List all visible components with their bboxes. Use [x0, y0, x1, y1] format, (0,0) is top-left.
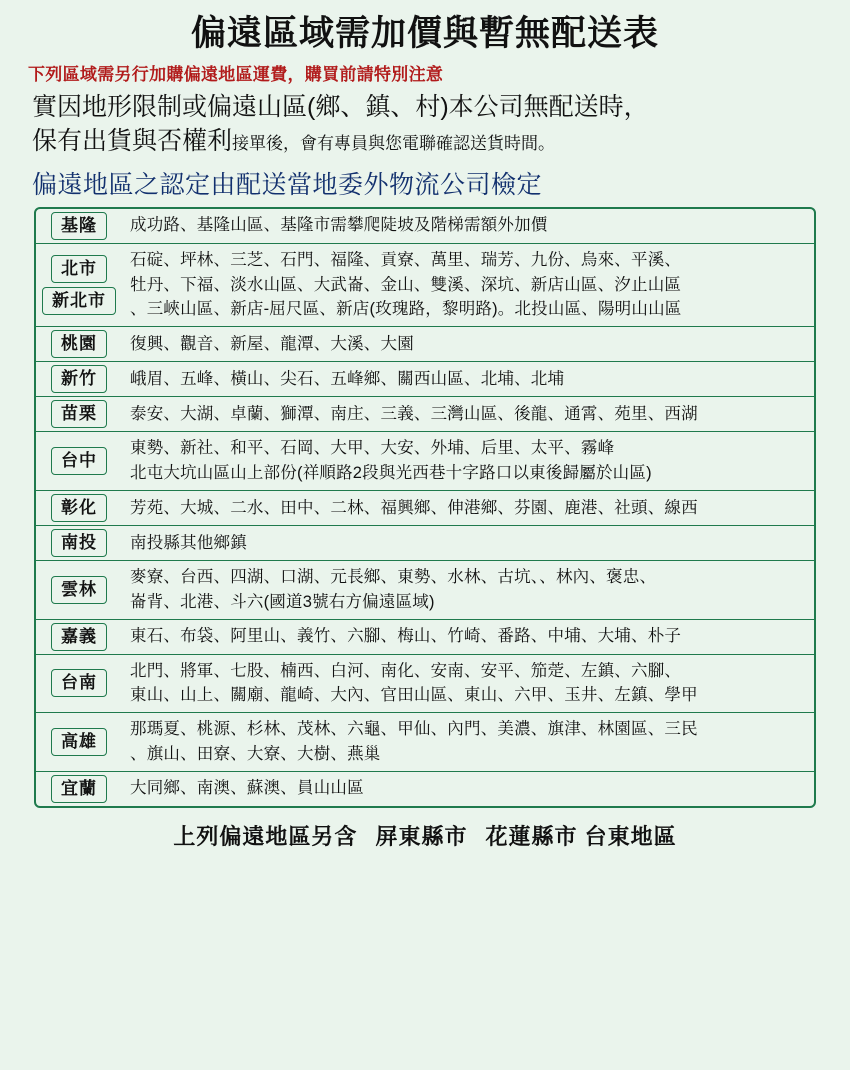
- table-row: [36, 655, 814, 714]
- detail-cell: [122, 526, 814, 560]
- page-subtitle: 下列區域需另行加購偏遠地區運費，購買前請特別注意: [28, 65, 444, 85]
- detail-line: 東山、山上、關廟、龍崎、大內、官田山區、東山、六甲、玉井、左鎮、學甲: [130, 686, 698, 705]
- region-label: 台中: [51, 447, 107, 475]
- table-row: [36, 397, 814, 432]
- table-row: [36, 362, 814, 397]
- region-label: 雲林: [51, 576, 107, 604]
- detail-line: 峨眉、五峰、橫山、尖石、五峰鄉、關西山區、北埔、北埔: [130, 369, 565, 388]
- region-label: 彰化: [51, 494, 107, 522]
- detail-cell: [122, 491, 814, 525]
- region-cell: [36, 491, 122, 525]
- detail-line: 北門、將軍、七股、楠西、白河、南化、安南、安平、笳萣、左鎮、六腳、: [130, 661, 682, 680]
- table-row: [36, 561, 814, 620]
- region-cell: [36, 655, 122, 713]
- detail-line: 成功路、基隆山區、基隆市需攀爬陡坡及階梯需額外加價: [130, 216, 548, 235]
- region-label: 高雄: [51, 728, 107, 756]
- detail-line: 石碇、坪林、三芝、石門、福隆、貢寮、萬里、瑞芳、九份、烏來、平溪、: [130, 250, 682, 269]
- detail-line: 南投縣其他鄉鎮: [130, 533, 247, 552]
- detail-line: 那瑪夏、桃源、杉林、茂林、六龜、甲仙、內門、美濃、旗津、林園區、三民: [130, 720, 698, 739]
- detail-line: 復興、觀音、新屋、龍潭、大溪、大園: [130, 334, 414, 353]
- region-cell: [36, 713, 122, 771]
- detail-cell: [122, 327, 814, 361]
- detail-line: 大同鄉、南澳、蘇澳、員山山區: [130, 779, 364, 798]
- detail-line: 北屯大坑山區山上部份(祥順路2段與光西巷十字路口以東後歸屬於山區): [130, 464, 652, 483]
- footer-text-3: 花蓮縣市 台東地區: [485, 823, 677, 849]
- region-label: 桃園: [51, 330, 107, 358]
- table-row: [36, 209, 814, 244]
- lead-line-2-main: 保有出貨與否權利: [32, 127, 233, 155]
- detail-cell: [122, 209, 814, 243]
- detail-cell: [122, 561, 814, 619]
- region-cell: [36, 327, 122, 361]
- detail-cell: [122, 432, 814, 490]
- region-label: 苗栗: [51, 400, 107, 428]
- detail-cell: [122, 713, 814, 771]
- detail-line: 東石、布袋、阿里山、義竹、六腳、梅山、竹崎、番路、中埔、大埔、朴子: [130, 627, 682, 646]
- region-label: 基隆: [51, 212, 107, 240]
- region-cell: [36, 362, 122, 396]
- detail-line: 麥寮、台西、四湖、口湖、元長鄉、東勢、水林、古坑、、林內、褒忠、: [130, 568, 657, 587]
- detail-line: 、三峽山區、新店-屈尺區、新店(玫瑰路，黎明路)。北投山區、陽明山山區: [130, 300, 682, 319]
- detail-line: 芳苑、大城、二水、田中、二林、福興鄉、伸港鄉、芬園、鹿港、社頭、線西: [130, 498, 698, 517]
- lead-line-2: [32, 125, 840, 159]
- detail-line: 牡丹、下福、淡水山區、大武崙、金山、雙溪、深坑、新店山區、汐止山區: [130, 275, 682, 294]
- lead-line-1: 實因地形限制或偏遠山區(鄉、鎮、村)本公司無配送時，: [32, 93, 649, 122]
- lead-line-2-note: 接單後，會有專員與您電聯確認送貨時間。: [232, 134, 556, 153]
- region-label-secondary: 新北市: [42, 287, 116, 315]
- detail-line: 崙背、北港、斗六(國道3號右方偏遠區域): [130, 592, 435, 611]
- region-label: 新竹: [51, 365, 107, 393]
- certification-notice: 偏遠地區之認定由配送當地委外物流公司檢定: [32, 170, 543, 199]
- table-row: [36, 432, 814, 491]
- region-label: 北市: [51, 255, 107, 283]
- table-row: [36, 491, 814, 526]
- table-row: [36, 713, 814, 772]
- region-label: 南投: [51, 529, 107, 557]
- region-cell: [36, 244, 122, 326]
- remote-area-table: [34, 207, 816, 808]
- region-cell: [36, 209, 122, 243]
- region-label: 宜蘭: [51, 775, 107, 803]
- region-cell: [36, 526, 122, 560]
- region-label: 台南: [51, 669, 107, 697]
- detail-cell: [122, 244, 814, 326]
- detail-cell: [122, 655, 814, 713]
- region-cell: [36, 561, 122, 619]
- footer-text-1: 上列偏遠地區另含: [173, 823, 358, 849]
- detail-cell: [122, 620, 814, 654]
- footer-text-2: 屏東縣市: [375, 823, 468, 849]
- detail-line: 泰安、大湖、卓蘭、獅潭、南庄、三義、三灣山區、後龍、通霄、苑里、西湖: [130, 404, 698, 423]
- table-row: [36, 526, 814, 561]
- region-label: 嘉義: [51, 623, 107, 651]
- page-title: 偏遠區域需加價與暫無配送表: [190, 14, 659, 53]
- detail-cell: [122, 397, 814, 431]
- region-cell: [36, 772, 122, 806]
- detail-cell: [122, 772, 814, 806]
- table-row: [36, 620, 814, 655]
- table-row: [36, 244, 814, 327]
- region-cell: [36, 432, 122, 490]
- detail-line: 東勢、新社、和平、石岡、大甲、大安、外埔、后里、太平、霧峰: [130, 439, 615, 458]
- detail-line: 、旗山、田寮、大寮、大樹、燕巢: [130, 744, 381, 763]
- footer-note: [10, 808, 840, 851]
- table-row: [36, 772, 814, 806]
- region-cell: [36, 620, 122, 654]
- lead-paragraph: [10, 85, 840, 159]
- region-cell: [36, 397, 122, 431]
- detail-cell: [122, 362, 814, 396]
- table-row: [36, 327, 814, 362]
